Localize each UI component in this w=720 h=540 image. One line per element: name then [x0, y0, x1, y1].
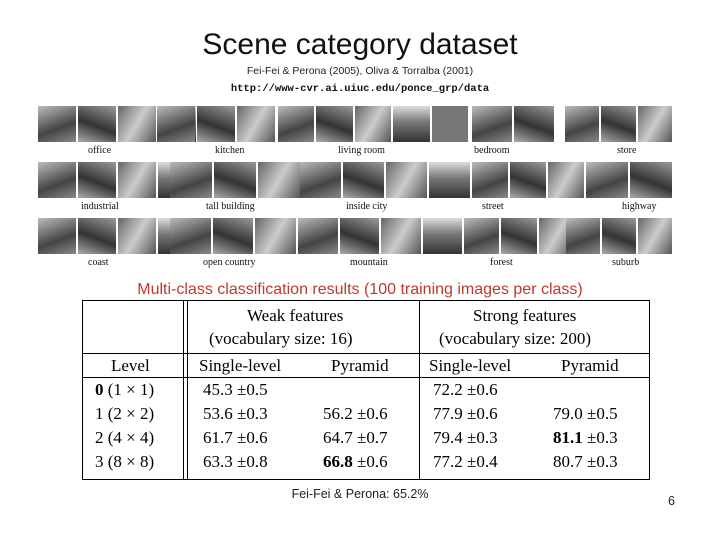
category-label: store [617, 145, 637, 156]
table-cell: 79.4 ±0.3 [433, 428, 498, 447]
category-label: suburb [612, 257, 640, 268]
category-label: forest [490, 257, 513, 268]
results-title: Multi-class classification results (100 training images per class) [137, 281, 583, 298]
table-divider [187, 301, 188, 479]
strong-pyramid-header: Pyramid [561, 356, 619, 375]
category-tall-building [170, 162, 300, 214]
category-store [565, 106, 672, 158]
category-street [472, 162, 584, 214]
level-column-header: Level [111, 356, 150, 375]
std-dev: ±0.3 [582, 428, 618, 447]
thumbnail-strip [565, 106, 672, 142]
level-grid: (1 × 1) [103, 380, 155, 399]
category-bedroom [472, 106, 554, 158]
thumbnail-strip [472, 162, 584, 198]
table-cell: 79.0 ±0.5 [553, 404, 618, 423]
best-value: 66.8 [323, 452, 353, 471]
category-inside-city [300, 162, 470, 214]
weak-pyramid-header: Pyramid [331, 356, 389, 375]
category-label: kitchen [215, 145, 245, 156]
std-dev: ±0.6 [352, 452, 388, 471]
table-row-level [95, 380, 154, 400]
table-divider [419, 301, 420, 479]
table-row-level: 1 (2 × 2) [95, 404, 155, 423]
category-highway [586, 162, 672, 214]
strong-features-header: Strong features [473, 306, 577, 325]
category-label: living room [338, 145, 385, 156]
table-cell: 80.7 ±0.3 [553, 452, 618, 471]
table-cell: 64.7 ±0.7 [323, 428, 388, 447]
table-cell: 63.3 ±0.8 [203, 452, 268, 471]
category-label: industrial [81, 201, 119, 212]
category-living-room [278, 106, 468, 158]
best-value: 81.1 [553, 428, 583, 447]
category-label: coast [88, 257, 109, 268]
thumbnail-strip [170, 218, 296, 254]
slide-title: Scene category dataset [202, 28, 518, 61]
dataset-url: http://www-cvr.ai.uiuc.edu/ponce_grp/data [230, 83, 490, 95]
table-cell: 72.2 ±0.6 [433, 380, 498, 399]
category-open-country [170, 218, 296, 270]
thumbnail-strip [170, 162, 300, 198]
table-cell: 61.7 ±0.6 [203, 428, 268, 447]
category-label: street [482, 201, 504, 212]
category-suburb [566, 218, 672, 270]
weak-single-level-header: Single-level [199, 356, 282, 375]
category-mountain [298, 218, 462, 270]
table-row-level: 3 (8 × 8) [95, 452, 155, 471]
thumbnail-strip [278, 106, 468, 142]
table-cell [553, 428, 618, 448]
footer-note: Fei-Fei & Perona: 65.2% [291, 487, 429, 501]
level-number: 0 [95, 380, 104, 399]
category-label: inside city [346, 201, 388, 212]
category-label: mountain [350, 257, 388, 268]
category-label: office [88, 145, 112, 156]
table-cell: 45.3 ±0.5 [203, 380, 268, 399]
thumbnail-strip [472, 106, 554, 142]
table-cell: 77.9 ±0.6 [433, 404, 498, 423]
table-cell: 53.6 ±0.3 [203, 404, 268, 423]
page-number: 6 [668, 494, 675, 508]
scene-category-grid [38, 106, 672, 270]
table-divider [83, 353, 649, 354]
table-cell: 77.2 ±0.4 [433, 452, 498, 471]
strong-single-level-header: Single-level [429, 356, 512, 375]
category-kitchen [157, 106, 275, 158]
thumbnail-strip [464, 218, 574, 254]
table-divider [83, 377, 649, 378]
category-label: tall building [206, 201, 255, 212]
weak-vocab-header: (vocabulary size: 16) [209, 329, 353, 348]
thumbnail-strip [298, 218, 462, 254]
thumbnail-strip [300, 162, 470, 198]
category-label: highway [622, 201, 657, 212]
table-row-level: 2 (4 × 4) [95, 428, 155, 447]
thumbnail-strip [157, 106, 275, 142]
category-label: bedroom [474, 145, 510, 156]
thumbnail-strip [566, 218, 672, 254]
category-label: open country [203, 257, 256, 268]
category-forest [464, 218, 574, 270]
citation: Fei-Fei & Perona (2005), Oliva & Torralba (2001) [246, 65, 474, 77]
table-divider [183, 301, 184, 479]
results-table [82, 300, 650, 480]
strong-vocab-header: (vocabulary size: 200) [439, 329, 591, 348]
thumbnail-strip [586, 162, 672, 198]
table-cell: 56.2 ±0.6 [323, 404, 388, 423]
weak-features-header: Weak features [247, 306, 344, 325]
table-cell [323, 452, 388, 472]
